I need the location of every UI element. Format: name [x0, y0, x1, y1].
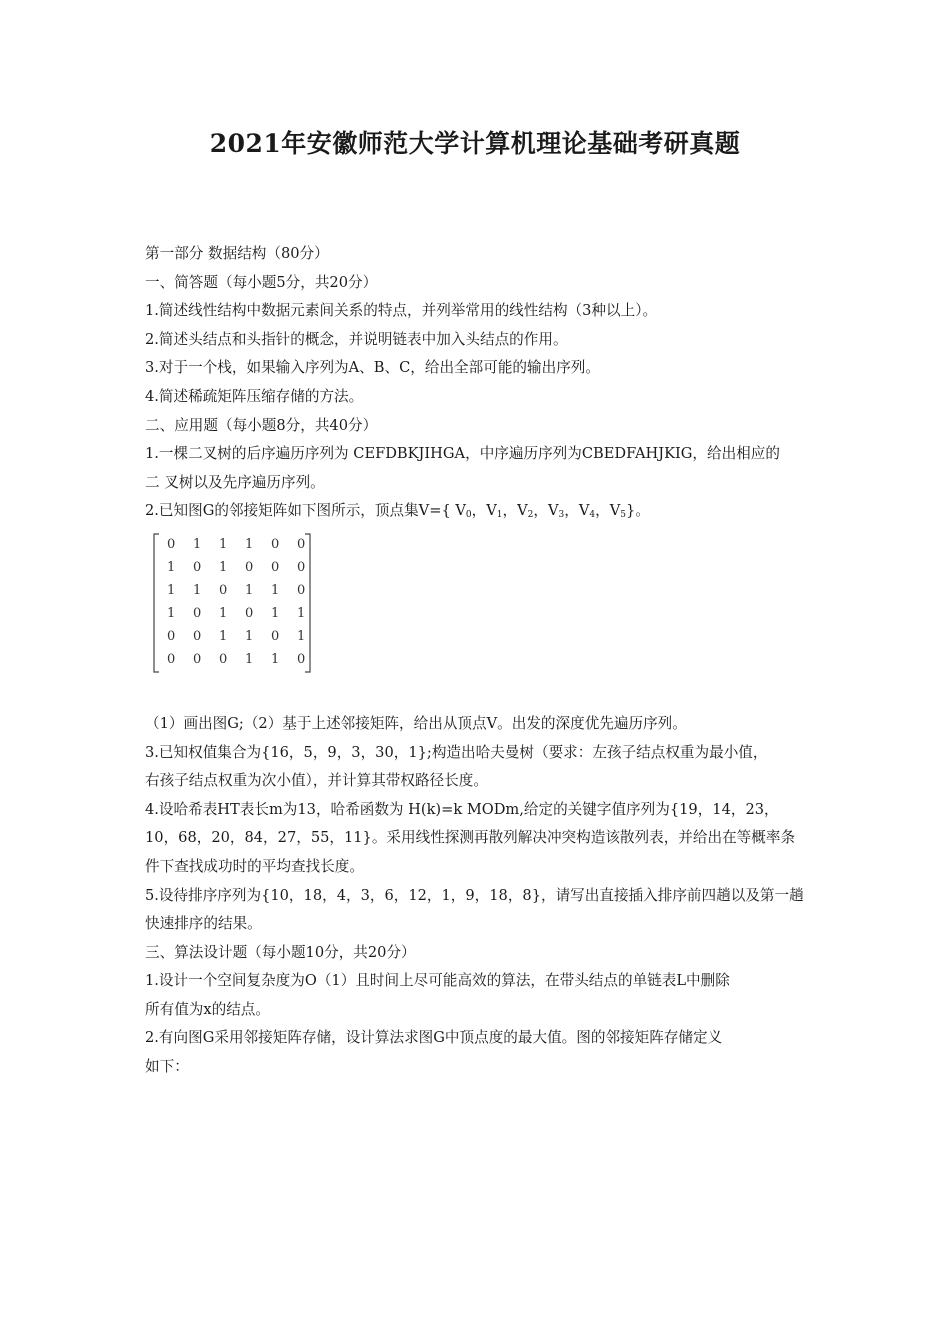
- matrix-cell: 1: [297, 628, 306, 644]
- question-text: 4.简述稀疏矩阵压缩存储的方法。: [145, 387, 364, 405]
- vertex-subscript: 1: [496, 510, 503, 521]
- question-text: 如下：: [145, 1058, 189, 1076]
- part-heading: 第一部分 数据结构（80分）: [145, 245, 329, 262]
- matrix-cell: 0: [219, 651, 228, 667]
- vertex-subscript: 0: [465, 510, 472, 521]
- section-heading: 一、简答题（每小题5分，共20分）: [145, 273, 378, 291]
- question-text: 右孩子结点权重为次小值），并计算其带权路径长度。: [145, 772, 488, 790]
- question-text: 快速排序的结果。: [145, 915, 262, 933]
- vertex-subscript: 2: [527, 510, 534, 521]
- matrix-cell: 0: [167, 628, 176, 644]
- matrix-right-bracket: [305, 534, 310, 672]
- matrix-cell: 1: [271, 582, 280, 598]
- section-heading: 三、算法设计题（每小题10分，共20分）: [145, 943, 416, 961]
- question-text: 二 叉树以及先序遍历序列。: [145, 473, 325, 491]
- question-text: 10，68，20，84，27，55，11}。采用线性探测再散列解决冲突构造该散列表，并给出在等概率条: [145, 829, 796, 847]
- adjacency-matrix-figure: [145, 530, 813, 706]
- matrix-cell: 1: [245, 628, 254, 644]
- question-text: 3.已知权值集合为{16，5，9，3，30，1};构造出哈夫曼树（要求：左孩子结点权重为最小值，: [145, 743, 768, 761]
- question-text: 5.设待排序序列为{10，18，4，3，6，12，1，9，18，8}，请写出直接插入排序前四趟以及第一趟: [145, 886, 804, 904]
- matrix-cell: 1: [245, 582, 254, 598]
- question-suffix: }。: [626, 502, 650, 520]
- matrix-cell: 0: [193, 628, 202, 644]
- matrix-cell: 1: [219, 536, 228, 552]
- question-prefix: 2.已知图G的邻接矩阵如下图所示，顶点集V={ V: [145, 502, 466, 520]
- matrix-cell: 1: [297, 605, 306, 621]
- matrix-cell: 1: [167, 582, 176, 598]
- document-body: [145, 240, 813, 1082]
- matrix-cell: 1: [219, 628, 228, 644]
- matrix-cell: 1: [193, 536, 202, 552]
- question-text: 2.简述头结点和头指针的概念，并说明链表中加入头结点的作用。: [145, 330, 568, 348]
- matrix-cell: 1: [271, 651, 280, 667]
- question-text: 4.设哈希表HT表长m为13，哈希函数为 H(k)=k MODm,给定的关键字值序列为{19，14，23，: [145, 800, 779, 818]
- question-text: 1.一棵二叉树的后序遍历序列为 CEFDBKJIHGA，中序遍历序列为CBEDFAHJKIG，给出相应的: [145, 445, 780, 463]
- question-text: 2.有向图G采用邻接矩阵存储，设计算法求图G中顶点度的最大值。图的邻接矩阵存储定义: [145, 1029, 723, 1047]
- matrix-cell: 1: [167, 605, 176, 621]
- question-text: 1.设计一个空间复杂度为O（1）且时间上尽可能高效的算法，在带头结点的单链表L中删除: [145, 972, 730, 990]
- matrix-cell: 1: [193, 582, 202, 598]
- vertex-subscript: 3: [558, 510, 565, 521]
- vertex-subscript: 4: [589, 510, 596, 521]
- matrix-cell: 0: [271, 628, 280, 644]
- matrix-cell: 1: [219, 559, 228, 575]
- matrix-cell: 0: [219, 582, 228, 598]
- matrix-cell: 0: [193, 559, 202, 575]
- matrix-left-bracket: [154, 534, 159, 672]
- matrix-cell: 1: [245, 651, 254, 667]
- matrix-cell: 0: [271, 536, 280, 552]
- matrix-cell: 1: [271, 605, 280, 621]
- matrix-cell: 0: [297, 582, 306, 598]
- question-text: 3.对于一个栈，如果输入序列为A、B、C，给出全部可能的输出序列。: [145, 359, 600, 377]
- question-text: 所有值为x的结点。: [145, 1000, 270, 1018]
- matrix-cell: 0: [167, 651, 176, 667]
- question-text: 1.简述线性结构中数据元素间关系的特点，并列举常用的线性结构（3种以上）。: [145, 302, 658, 320]
- matrix-cell: 0: [297, 559, 306, 575]
- matrix-cell: 0: [271, 559, 280, 575]
- matrix-cell: 0: [297, 536, 306, 552]
- matrix-cell: 0: [193, 605, 202, 621]
- matrix-cell: 1: [219, 605, 228, 621]
- section-heading: 二、应用题（每小题8分，共40分）: [145, 416, 378, 434]
- matrix-cell: 1: [245, 536, 254, 552]
- matrix-cell: 1: [167, 559, 176, 575]
- question-text: 2.已知图G的邻接矩阵如下图所示，顶点集V={ $V_0$，$V_1$，$V_2$，$V_3$，$V_4$，$V_5$}。: [145, 502, 650, 521]
- adjacency-matrix: [147, 530, 327, 680]
- matrix-cell: 0: [167, 536, 176, 552]
- matrix-cell: 0: [193, 651, 202, 667]
- page-title: 2021年安徽师范大学计算机理论基础考研真题: [209, 129, 741, 158]
- question-text: （1）画出图G;（2）基于上述邻接矩阵，给出从顶点V。出发的深度优先遍历序列。: [145, 714, 687, 732]
- question-text: 件下查找成功时的平均查找长度。: [145, 857, 364, 875]
- matrix-cell: 0: [245, 559, 254, 575]
- vertex-subscript: 5: [620, 510, 627, 521]
- matrix-cell: 0: [297, 651, 306, 667]
- matrix-cell: 0: [245, 605, 254, 621]
